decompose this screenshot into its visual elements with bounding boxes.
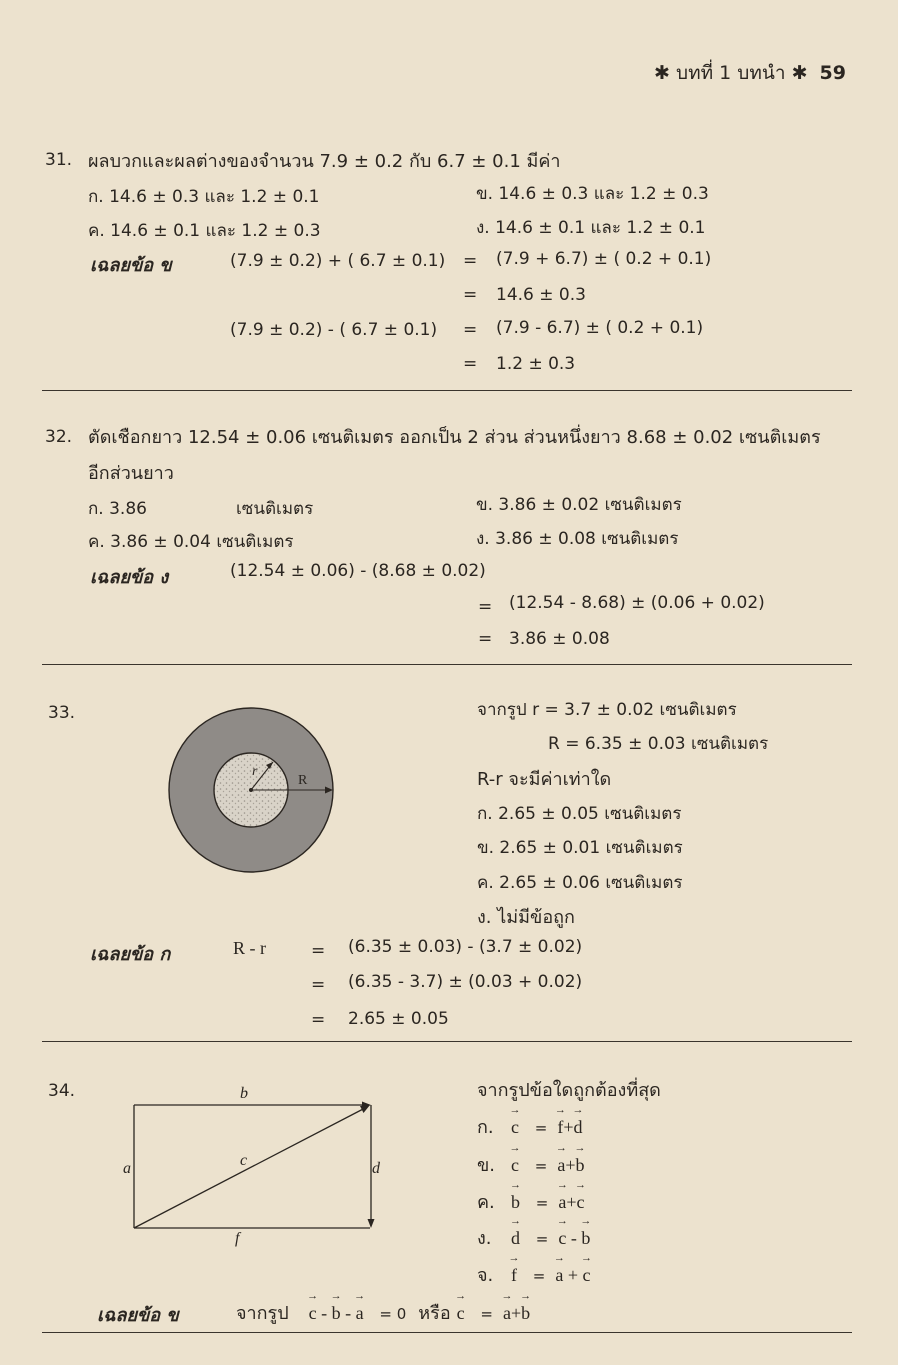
q31-option-a: ก. 14.6 ± 0.3 และ 1.2 ± 0.1 (88, 187, 320, 207)
q32-number: 32. (45, 427, 73, 447)
q31-answer-label: เฉลยข้อ ข (90, 255, 172, 276)
vector-symbol: → f (511, 1265, 517, 1286)
q33-option-d: ง. ไม่มีข้อถูก (477, 907, 575, 928)
option-label: ค. (477, 1192, 495, 1213)
q32-line1: (12.54 ± 0.06) - (8.68 ± 0.02) (230, 561, 486, 581)
answer-plus: + (510, 1303, 522, 1323)
vector-symbol: → b (511, 1192, 520, 1213)
vector-symbol: → b (581, 1228, 590, 1249)
q33-eq: = (311, 1010, 326, 1030)
q34-question: จากรูปข้อใดถูกต้องที่สุด (477, 1080, 661, 1101)
q31-eq: = (463, 251, 478, 271)
q33-answer-label: เฉลยข้อ ก (90, 944, 171, 965)
option-eq: = (535, 1194, 549, 1212)
q31-line1-right: (7.9 + 6.7) ± ( 0.2 + 0.1) (496, 249, 712, 269)
q33-option-c: ค. 2.65 ± 0.06 เซนติเมตร (477, 873, 683, 893)
q31-option-d: ง. 14.6 ± 0.1 และ 1.2 ± 0.1 (476, 218, 706, 238)
q32-option-a (88, 495, 314, 522)
q31-line1-left: (7.9 ± 0.2) + ( 6.7 ± 0.1) (230, 251, 446, 271)
q33-number: 33. (48, 703, 76, 723)
option-operator: - (566, 1228, 582, 1248)
option-eq: = (534, 1157, 548, 1175)
option-operator: + (565, 1155, 576, 1175)
q32-option-d: ง. 3.86 ± 0.08 เซนติเมตร (476, 529, 679, 549)
q31-option-b: ข. 14.6 ± 0.3 และ 1.2 ± 0.3 (476, 184, 709, 204)
option-label: ง. (477, 1228, 492, 1249)
vector-symbol: → a (557, 1155, 565, 1176)
q34-vector-figure (125, 1095, 385, 1235)
q31-eq: = (463, 320, 478, 340)
q33-line3: 2.65 ± 0.05 (348, 1009, 449, 1029)
q32-option-a-value: ก. 3.86 (88, 499, 147, 519)
q34-fig-label-c: c (240, 1152, 248, 1169)
q33-question: R-r จะมีค่าเท่าใด (477, 769, 612, 790)
page-header (654, 58, 846, 88)
option-eq: = (532, 1267, 546, 1285)
q34-option-c (477, 1187, 584, 1216)
q32-eq: = (478, 629, 493, 649)
q31-eq: = (463, 354, 478, 374)
vector-symbol: → b (332, 1303, 341, 1324)
divider (42, 390, 852, 391)
vector-symbol: → a (555, 1265, 563, 1286)
vector-symbol: → c (511, 1155, 519, 1176)
chapter-title: ✱ บทที่ 1 บทนำ ✱ (654, 62, 808, 84)
divider (42, 1041, 852, 1042)
option-label: จ. (477, 1265, 494, 1286)
answer-eq: = (480, 1305, 493, 1323)
q34-option-e (477, 1260, 590, 1289)
q33-fig-label-R: R (298, 773, 308, 788)
q33-lhs: R - r (233, 938, 266, 958)
divider (42, 664, 852, 665)
q33-option-b: ข. 2.65 ± 0.01 เซนติเมตร (477, 838, 683, 858)
q33-line1: (6.35 ± 0.03) - (3.7 ± 0.02) (348, 937, 583, 957)
q34-answer-label: เฉลยข้อ ข (97, 1305, 179, 1326)
option-operator: + (563, 1117, 574, 1137)
vector-symbol: → c (457, 1303, 465, 1324)
option-operator: + (566, 1192, 577, 1212)
q34-number: 34. (48, 1081, 76, 1101)
vector-symbol: → d (573, 1117, 582, 1138)
vector-symbol: → f (557, 1117, 563, 1138)
vector-symbol: → c (558, 1228, 566, 1249)
vector-symbol: → a (558, 1192, 566, 1213)
q31-line2-right: 14.6 ± 0.3 (496, 285, 586, 305)
vector-symbol: → c (511, 1117, 519, 1138)
q33-eq: = (311, 975, 326, 995)
page-number: 59 (819, 62, 846, 84)
q31-stem: ผลบวกและผลต่างของจำนวน 7.9 ± 0.2 กับ 6.7 ± 0.1 มีค่า (88, 151, 561, 172)
q33-given-R: R = 6.35 ± 0.03 เซนติเมตร (548, 734, 769, 754)
q34-option-a (477, 1112, 582, 1141)
q33-fig-label-r: r (252, 764, 258, 779)
option-label: ก. (477, 1117, 494, 1138)
vector-symbol: → c (576, 1192, 584, 1213)
vector-symbol: → b (521, 1303, 530, 1324)
q31-number: 31. (45, 150, 73, 170)
option-eq: = (534, 1119, 548, 1137)
q31-option-c: ค. 14.6 ± 0.1 และ 1.2 ± 0.3 (88, 221, 321, 241)
q32-stem-line1: ตัดเชือกยาว 12.54 ± 0.06 เซนติเมตร ออกเป็น 2 ส่วน ส่วนหนึ่งยาว 8.68 ± 0.02 เซนติเมตร (88, 427, 821, 448)
divider (42, 1332, 852, 1333)
q32-option-a-unit: เซนติเมตร (236, 499, 314, 519)
q34-fig-label-b: b (240, 1085, 248, 1102)
q32-line3: 3.86 ± 0.08 (509, 629, 610, 649)
answer-or: หรือ (418, 1303, 451, 1324)
q34-fig-label-a: a (123, 1160, 131, 1177)
vector-symbol: → b (575, 1155, 584, 1176)
q34-answer-line (236, 1298, 530, 1327)
q32-option-c: ค. 3.86 ± 0.04 เซนติเมตร (88, 532, 294, 552)
q33-given-r: จากรูป r = 3.7 ± 0.02 เซนติเมตร (477, 700, 737, 720)
q33-eq: = (311, 941, 326, 961)
answer-equals-zero: = 0 (379, 1305, 407, 1323)
q32-eq: = (478, 597, 493, 617)
vector-symbol: → c (309, 1303, 317, 1324)
q34-fig-label-f: f (235, 1230, 240, 1247)
vector-symbol: → c (582, 1265, 590, 1286)
q31-line3-right: (7.9 - 6.7) ± ( 0.2 + 0.1) (496, 318, 704, 338)
q33-line2: (6.35 - 3.7) ± (0.03 + 0.02) (348, 972, 583, 992)
vector-symbol: → a (356, 1303, 364, 1324)
q31-line4-right: 1.2 ± 0.3 (496, 354, 576, 374)
option-operator: + (563, 1265, 583, 1285)
q34-fig-label-d: d (372, 1160, 380, 1177)
q32-stem-line2: อีกส่วนยาว (88, 463, 174, 484)
option-label: ข. (477, 1155, 496, 1176)
q33-option-a: ก. 2.65 ± 0.05 เซนติเมตร (477, 804, 682, 824)
q32-answer-label: เฉลยข้อ ง (90, 567, 169, 588)
q31-line3-left: (7.9 ± 0.2) - ( 6.7 ± 0.1) (230, 320, 438, 340)
q33-circle-figure (165, 703, 345, 883)
answer-intro: จากรูป (236, 1303, 289, 1324)
q34-option-b (477, 1150, 584, 1179)
vector-symbol: → d (511, 1228, 520, 1249)
q32-option-b: ข. 3.86 ± 0.02 เซนติเมตร (476, 495, 682, 515)
q34-option-d (477, 1223, 590, 1252)
q31-eq: = (463, 285, 478, 305)
option-eq: = (535, 1230, 549, 1248)
answer-minus: - (316, 1303, 332, 1323)
vector-symbol: → a (503, 1303, 511, 1324)
answer-minus: - (340, 1303, 356, 1323)
q32-line2: (12.54 - 8.68) ± (0.06 + 0.02) (509, 593, 765, 613)
